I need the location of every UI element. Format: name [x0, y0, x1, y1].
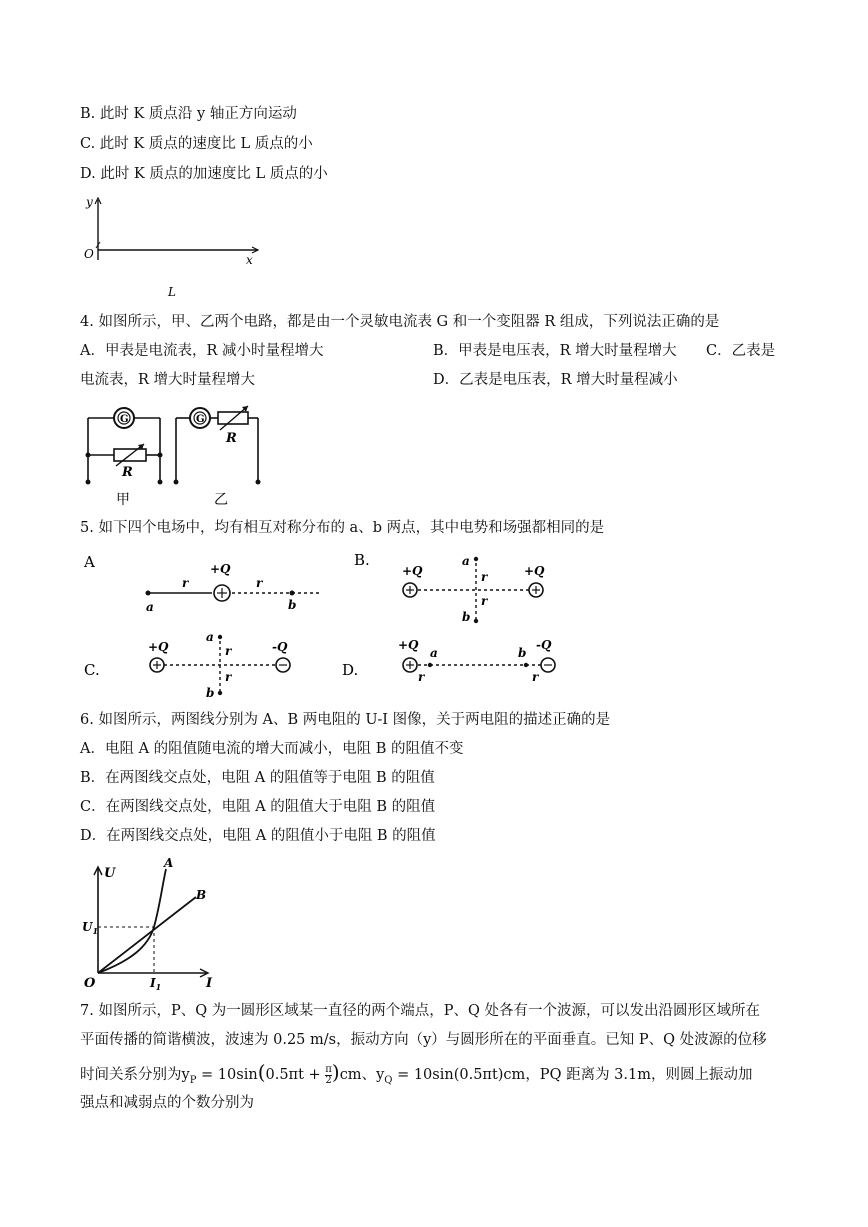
- q6-option-b: B．在两图线交点处，电阻 A 的阻值等于电阻 B 的阻值: [80, 770, 435, 786]
- q3-wave-figure: [80, 192, 270, 300]
- field-d: [342, 638, 555, 684]
- q4-option-b: B．甲表是电压表，R 增大时量程增大: [433, 343, 677, 359]
- q6-origin: O: [84, 976, 96, 990]
- jia-label: 甲: [116, 492, 130, 508]
- q4-option-c-start: C．乙表是: [706, 343, 776, 359]
- field-d-charge-right: -Q: [536, 638, 552, 652]
- field-a-r2: r: [256, 576, 263, 590]
- circuit-jia: [86, 408, 163, 508]
- field-c-r1: r: [225, 644, 232, 658]
- field-c: [84, 630, 290, 700]
- field-c-charge-left: +Q: [148, 640, 169, 654]
- q4-option-d: D．乙表是电压表，R 增大时量程减小: [433, 372, 678, 388]
- field-a-r1: r: [182, 576, 189, 590]
- q7-formula-p: $y_P = 10\sin(0.5\pi t$ + $\frac{\pi}{2}$ )cm、: [181, 1060, 377, 1086]
- field-b-r2: r: [481, 594, 488, 608]
- field-b-charge-right: +Q: [524, 564, 545, 578]
- q3-x-label: x: [246, 253, 253, 267]
- yi-g-label: G: [196, 414, 205, 425]
- q4-circuit-figure: [80, 400, 280, 508]
- jia-g-label: G: [120, 414, 129, 425]
- yi-r-label: R: [226, 431, 237, 446]
- q4-stem: 4. 如图所示，甲、乙两个电路，都是由一个灵敏电流表 G 和一个变阻器 R 组成，下列说法正确的是: [80, 314, 720, 330]
- field-d-r1: r: [418, 670, 425, 684]
- q6-stem: 6. 如图所示，两图线分别为 A、B 两电阻的 U-I 图像，关于两电阻的描述正确的是: [80, 712, 611, 728]
- q4-option-a: A．甲表是电流表，R 减小时量程增大: [80, 343, 324, 359]
- field-b-a: a: [462, 554, 470, 568]
- field-d-a: a: [430, 646, 438, 660]
- q7-line-1: 7. 如图所示，P、Q 为一圆形区域某一直径的两个端点，P、Q 处各有一个波源，可以发出沿圆形区域所在: [80, 1003, 760, 1019]
- jia-r-label: R: [122, 465, 133, 480]
- field-b: [354, 551, 545, 624]
- field-c-a: a: [206, 630, 214, 644]
- q7-line-2: 平面传播的简谐横波，波速为 0.25 m/s，振动方向（y）与圆形所在的平面垂直。已知 P、Q 处波源的位移: [80, 1032, 767, 1048]
- field-a-b: b: [288, 598, 297, 612]
- q6-u-axis-label: U: [104, 866, 116, 881]
- field-c-r2: r: [225, 670, 232, 684]
- field-a-letter: A: [84, 553, 95, 571]
- field-b-letter: B.: [354, 551, 370, 569]
- q6-u1-label: $U_1$: [82, 920, 99, 936]
- q5-fields-figure: [80, 545, 580, 705]
- q3-origin-label: O: [84, 247, 94, 261]
- q7-line-4: 强点和减弱点的个数分别为: [80, 1095, 254, 1111]
- q5-stem: 5. 如下四个电场中，均有相互对称分布的 a、b 两点，其中电势和场强都相同的是: [80, 520, 605, 536]
- q6-option-c: C．在两图线交点处，电阻 A 的阻值大于电阻 B 的阻值: [80, 799, 436, 815]
- q3-option-d: D. 此时 K 质点的加速度比 L 质点的小: [80, 166, 328, 182]
- field-a-charge: +Q: [210, 562, 231, 576]
- q4-option-c-end: 电流表，R 增大时量程增大: [80, 372, 256, 388]
- q7-line-3-intro: 时间关系分别为: [80, 1067, 182, 1083]
- q3-option-c: C. 此时 K 质点的速度比 L 质点的小: [80, 136, 313, 152]
- q3-y-label: y: [86, 195, 93, 209]
- field-b-b: b: [462, 610, 471, 624]
- q7-line-3-tail: ，PQ 距离为 3.1m，则圆上振动加: [525, 1067, 753, 1083]
- field-d-r2: r: [532, 670, 539, 684]
- field-d-charge-left: +Q: [398, 638, 419, 652]
- q6-i-axis-label: I: [206, 976, 213, 990]
- field-c-charge-right: -Q: [272, 640, 288, 654]
- field-a: [83, 553, 320, 614]
- field-b-r1: r: [481, 570, 488, 584]
- q6-i1-label: $I_1$: [150, 976, 162, 990]
- field-a-a: a: [146, 600, 154, 614]
- field-c-letter: C.: [84, 661, 100, 679]
- q6-option-d: D．在两图线交点处，电阻 A 的阻值小于电阻 B 的阻值: [80, 828, 436, 844]
- field-c-b: b: [206, 686, 215, 700]
- q3-l-label: L: [168, 285, 176, 299]
- field-d-b: b: [518, 646, 527, 660]
- q6-curve-a-label: A: [164, 856, 174, 870]
- q6-option-a: A．电阻 A 的阻值随电流的增大而减小，电阻 B 的阻值不变: [80, 741, 464, 757]
- q6-ui-graph: [80, 855, 220, 990]
- circuit-yi: [174, 406, 261, 508]
- q7-formula-q: $y_Q = 10\sin(0.5\pi t)cm$: [376, 1067, 526, 1086]
- yi-label: 乙: [214, 492, 228, 508]
- q3-option-b: B. 此时 K 质点沿 y 轴正方向运动: [80, 106, 297, 122]
- field-b-charge-left: +Q: [402, 564, 423, 578]
- q7-line-3: [80, 1062, 752, 1091]
- q6-curve-b-label: B: [196, 888, 207, 902]
- field-d-letter: D.: [342, 661, 359, 679]
